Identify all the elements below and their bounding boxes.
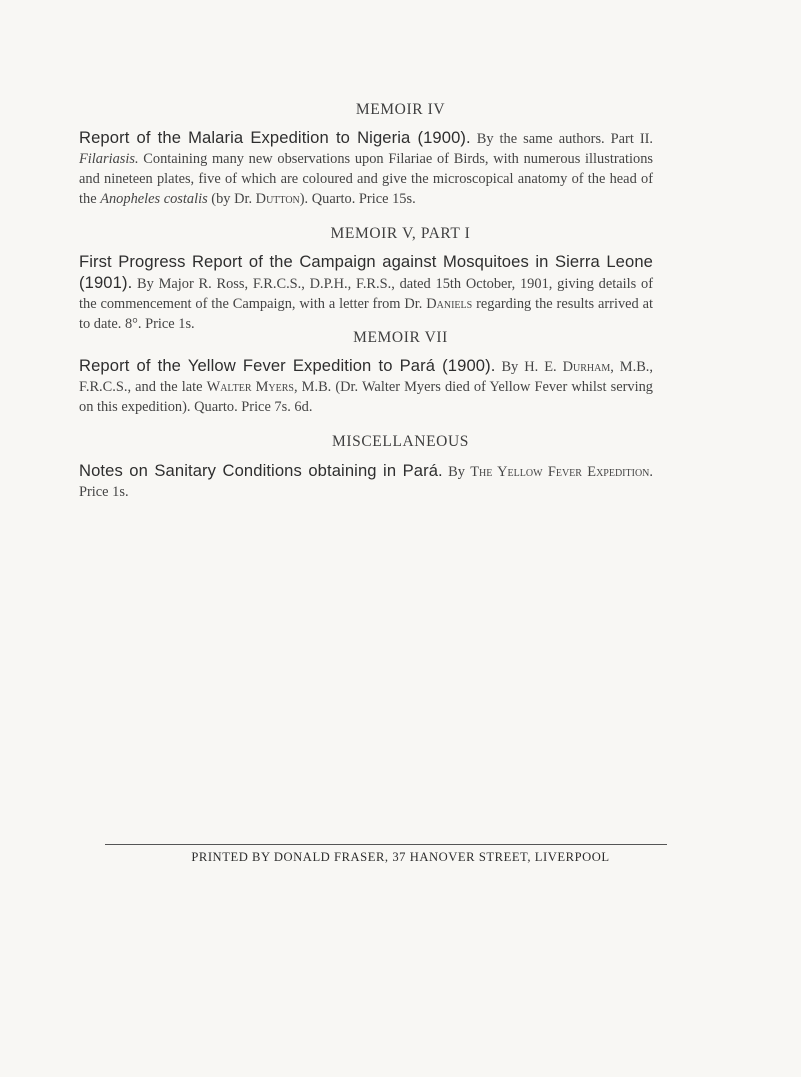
entry-body-smallcaps: Daniels [426, 296, 473, 312]
entry-body-smallcaps: Dutton [255, 191, 300, 207]
entry-body: By Major R. Ross, F.R.C.S., D.P.H., F.R.S., dated 15th October, 1901, giving details of the commencement of the Campaign, with a letter from Dr. [79, 276, 653, 312]
printer-imprint: PRINTED BY DONALD FRASER, 37 HANOVER STREET, LIVERPOOL [191, 850, 610, 864]
footer-rule [105, 844, 667, 845]
entry-title: Report of the Yellow Fever Expedition to Pará (1900). [79, 356, 496, 375]
section-heading-miscellaneous: MISCELLANEOUS [332, 433, 469, 450]
entry-body: (by Dr. [207, 191, 256, 207]
entry-body: Price 1s. [79, 484, 129, 500]
entry-miscellaneous [79, 461, 653, 502]
entry-body: By the same authors. Part II. [470, 131, 654, 147]
entry-body: M.B. (Dr. Walter Myers died of Yellow Fever whilst serving on this expedition). Quarto. Price 7s. 6d. [79, 379, 653, 415]
entry-memoir-iv [79, 128, 653, 209]
entry-body-italic: Anopheles costalis [100, 191, 208, 207]
entry-body: By [442, 464, 471, 480]
entry-body-smallcaps: The Yellow Fever Expedition. [470, 464, 653, 480]
entry-title: Notes on Sanitary Conditions obtaining in Pará. [79, 461, 443, 480]
entry-body: ). Quarto. Price 15s. [299, 191, 416, 207]
entry-body: M.B., F.R.C.S., and the late [79, 359, 653, 395]
entry-memoir-v [79, 252, 653, 334]
entry-memoir-vii [79, 356, 653, 417]
section-heading-memoir-iv: MEMOIR IV [355, 101, 446, 118]
entry-body-smallcaps: Walter Myers, [206, 379, 298, 395]
entry-body: Containing many new observations upon Filariae of Birds, with numerous illustrations and nineteen plates, five of which are coloured and give the microscopical anatomy of the head of the [79, 151, 653, 207]
entry-title: Report of the Malaria Expedition to Nigeria (1900). [79, 128, 471, 147]
entry-body: By H. E. [495, 359, 563, 375]
entry-body-italic: Filariasis. [79, 151, 139, 167]
entry-body: regarding the results arrived at to date. 8°. Price 1s. [79, 296, 654, 332]
entry-title: First Progress Report of the Campaign against Mosquitoes in Sierra Leone (1901). [79, 252, 653, 292]
entry-body-smallcaps: Durham, [562, 359, 614, 375]
section-heading-memoir-v: MEMOIR V, PART I [330, 225, 471, 242]
section-heading-memoir-vii: MEMOIR VII [353, 329, 448, 346]
